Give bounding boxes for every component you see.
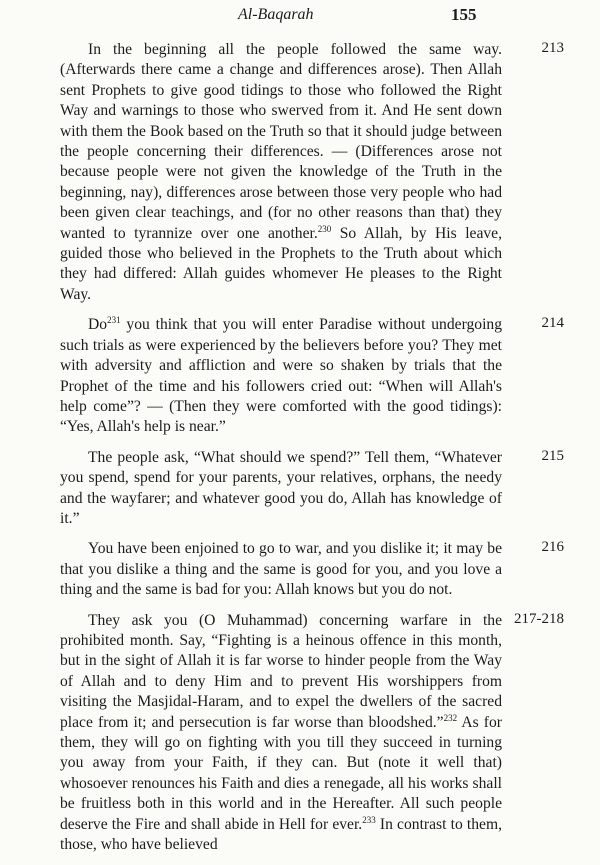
running-title: Al-Baqarah xyxy=(238,6,314,23)
verse-text: You have been enjoined to go to war, and you dislike it; it may be that you dislike a thing and the same is good for you, and you love a thing and the same is bad for you: Allah knows but you do not. xyxy=(60,540,502,599)
verse-text: The people ask, “What should we spend?” Tell them, “Whatever you spend, spend for your parents, your relatives, orphans, the needy and the wayfarer; and whatever good you do, Allah has knowledge of it.” xyxy=(60,448,502,527)
verse-block xyxy=(0,448,600,530)
footnote-marker[interactable]: 230 xyxy=(317,223,332,234)
verse-number: 216 xyxy=(541,539,564,556)
footnote-marker[interactable]: 231 xyxy=(107,315,121,326)
page-number: 155 xyxy=(451,5,477,24)
verse-block xyxy=(0,40,600,305)
page-header xyxy=(0,6,600,30)
verse-text: They ask you (O Muhammad) concerning warfare in the prohibited month. Say, “Fighting is a heinous offence in this month, but in the sight of Allah it is far worse to hinder people from the Way of Allah and to deny Him and to prevent His worshippers from visiting the Masjidal-Haram, and to expel the dwellers of the sacred place from it; and persecution is far worse than bloodshed.”$^{232}$ As for them, they will go on fighting with you till they succeed in turning you away from your Faith, if they can. But (note it well that) whosoever renounces his Faith and dies a renegade, all his works shall be fruitless both in this world and in the Hereafter. All such people deserve the Fire and shall abide in Hell for ever.$^{233}$ In contrast to them, those, who have believed xyxy=(60,611,502,854)
verse-number: 214 xyxy=(541,315,564,332)
verse-number: 213 xyxy=(541,40,564,56)
verse-block xyxy=(0,539,600,600)
verse-text: Do$^{231}$ you think that you will enter Paradise without undergoing such trials as were experienced by the believers before you? They met with adversity and affliction and were so shaken by trials that the Prophet of the time and his followers cried out: “When will Allah's help come”? — (Then they were comforted with the good tidings): “Yes, Allah's help is near.” xyxy=(60,315,502,436)
verse-block xyxy=(0,611,600,856)
verse-list xyxy=(0,40,600,865)
verse-block xyxy=(0,315,600,437)
footnote-marker[interactable]: 232 xyxy=(443,712,458,723)
verse-text: In the beginning all the people followed the same way. (Afterwards there came a change and differences arose). Then Allah sent Prophets to give good tidings to those who followed the Right Way and warnings to those who swerved from it. And He sent down with them the Book based on the Truth so that it should judge between the people concerning their differences. — (Differences arose not because people were not given the knowledge of the Truth in the beginning, nay), differences arose between those very people who had been given clear teachings, and (for no other reasons than that) they wanted to tyrannize over one another.$^{230}$ So Allah, by His leave, guided those who believed in the Prophets to the Truth about which they had differed: Allah guides whomever He pleases to the Right Way. xyxy=(60,41,502,303)
footnote-marker[interactable]: 233 xyxy=(362,814,376,825)
verse-number: 215 xyxy=(541,447,564,464)
verse-number: 217-218 xyxy=(514,610,564,627)
